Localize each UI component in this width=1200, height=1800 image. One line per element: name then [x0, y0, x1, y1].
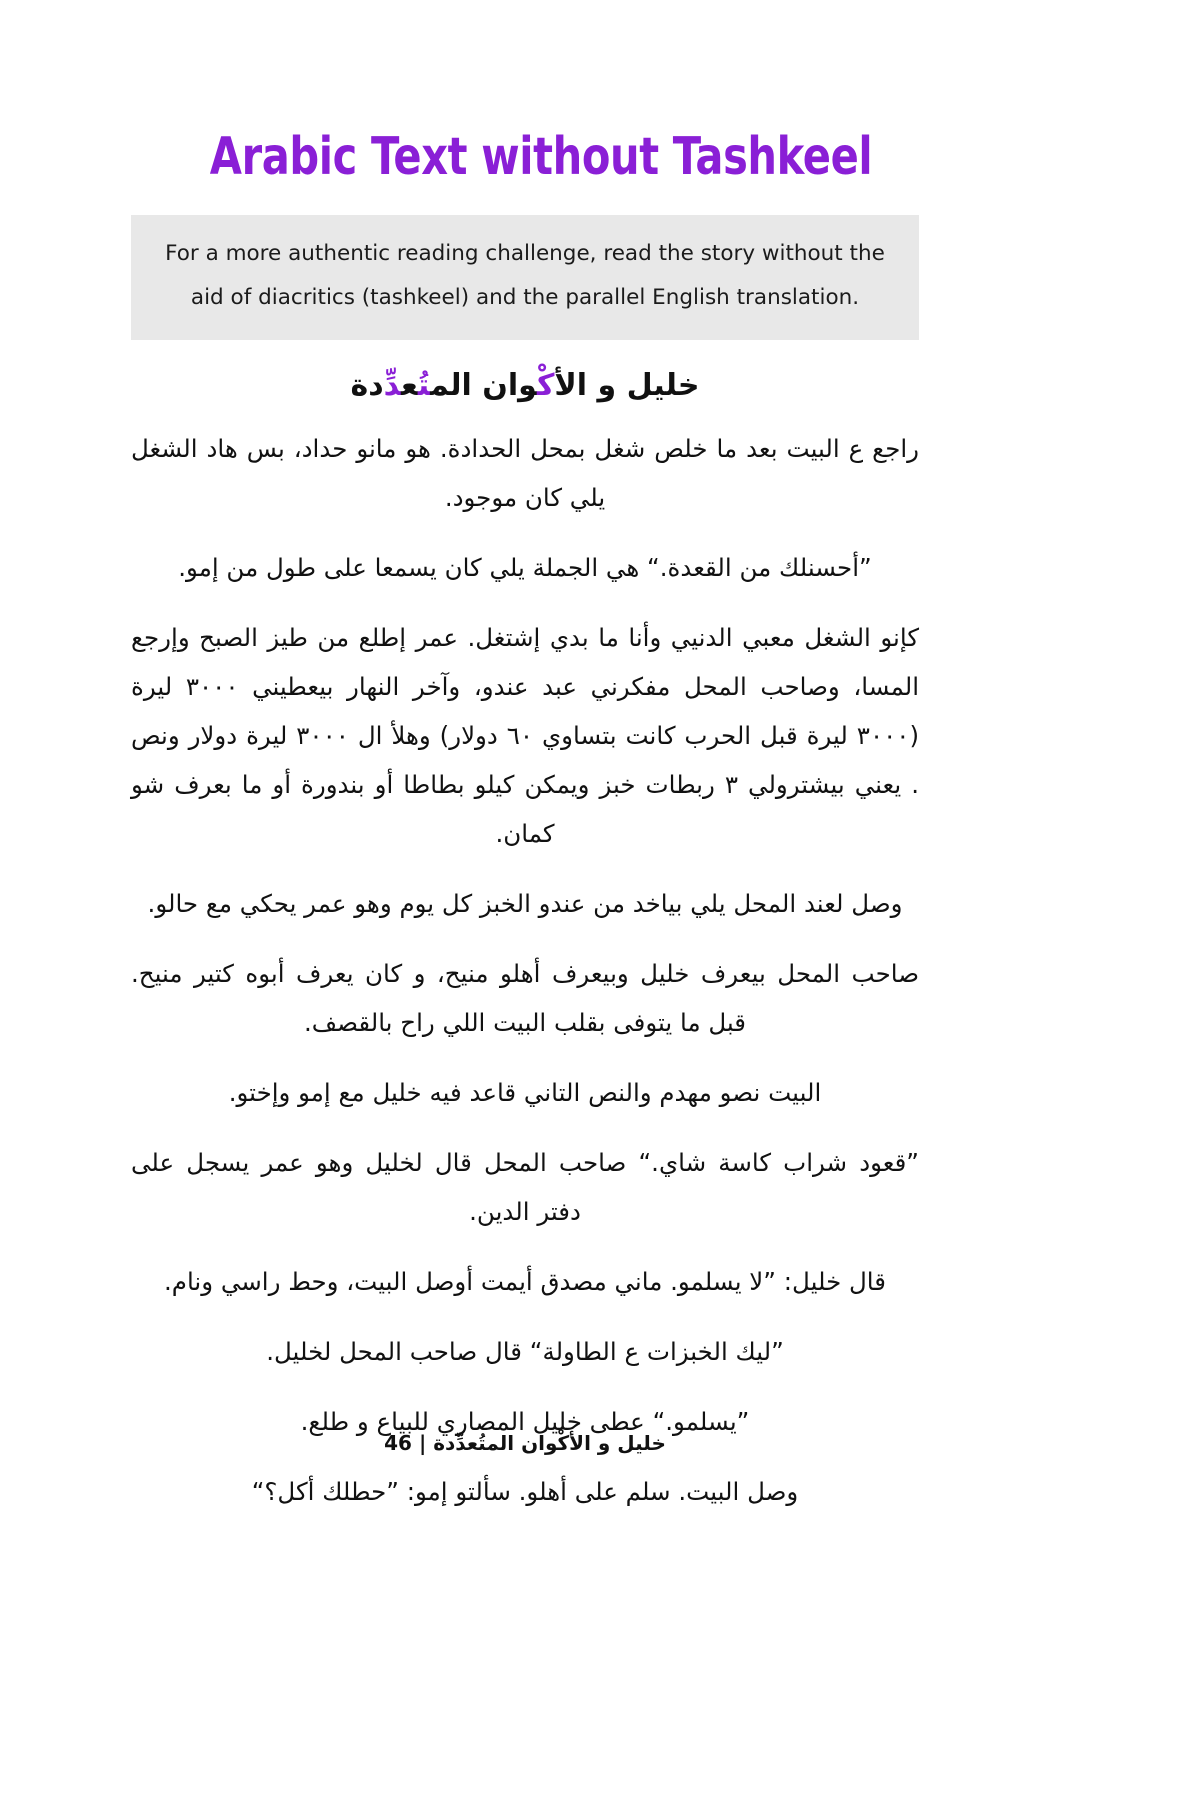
story-body	[131, 424, 919, 1516]
story-title-arabic	[131, 362, 919, 410]
page-footer	[131, 1428, 919, 1458]
story-paragraph: قال خليل: ”لا يسلمو. ماني مصدق أيمت أوصل البيت، وحط راسي ونام.	[164, 1267, 886, 1296]
story-paragraph: البيت نصو مهدم والنص التاني قاعد فيه خليل مع إمو وإختو.	[228, 1078, 822, 1107]
arabic-segment: دة	[350, 368, 384, 403]
tashkeel-segment: تُ	[478, 1431, 487, 1455]
story-paragraph: ”قعود شراب كاسة شاي.“ صاحب المحل قال لخليل وهو عمر يسجل على دفتر الدين.	[131, 1148, 919, 1226]
arabic-segment: خليل و الأ	[554, 368, 700, 403]
arabic-segment: خليل و الأ	[569, 1431, 666, 1455]
story-paragraph: وصل لعند المحل يلي بياخد من عندو الخبز كل يوم وهو عمر يحكي مع حالو.	[147, 889, 903, 918]
story-paragraph: كإنو الشغل معبي الدنيي وأنا ما بدي إشتغل. عمر إطلع من طيز الصبح وإرجع المسا، وصاحب المحل مفكرني عبد عندو، وآخر النهار بيعطيني ٣٠٠٠ ليرة (٣٠٠٠ ليرة قبل الحرب كانت بتساوي ٦٠ دولار) وهلأ ال ٣٠٠٠ ليرة دولار ونص . يعني بيشترولي ٣ ربطات خبز ويمكن كيلو بطاطا أو بندورة أو ما بعرف شو كمان.	[131, 623, 920, 848]
arabic-segment: وان الم	[486, 1431, 558, 1455]
intro-instructions-text: For a more authentic reading challenge, read the story without the aid of diacritics (tashkeel) and the parallel English translation.	[165, 241, 885, 310]
arabic-segment: دة	[433, 1431, 456, 1455]
footer-page-number: 46	[384, 1431, 412, 1455]
story-paragraph: صاحب المحل بيعرف خليل وبيعرف أهلو منيح، و كان يعرف أبوه كتير منيح. قبل ما يتوفى بقلب البيت اللي راح بالقصف.	[131, 959, 919, 1037]
tashkeel-segment: تُ	[417, 368, 431, 403]
arabic-segment: ع	[400, 368, 418, 403]
tashkeel-segment: دِّ	[455, 1431, 467, 1455]
story-paragraph: وصل البيت. سلم على أهلو. سألتو إمو: ”حطلك أكل؟“	[251, 1477, 799, 1506]
page-content	[131, 0, 919, 1537]
story-paragraph: راجع ع البيت بعد ما خلص شغل بمحل الحدادة. هو مانو حداد، بس هاد الشغل يلي كان موجود.	[131, 434, 919, 512]
arabic-segment: وان الم	[430, 368, 537, 403]
tashkeel-segment: كْ	[557, 1431, 570, 1455]
intro-callout-box	[131, 215, 919, 340]
tashkeel-segment: دِّ	[383, 368, 401, 403]
page-title: Arabic Text without Tashkeel	[209, 127, 873, 187]
arabic-segment: ع	[466, 1431, 479, 1455]
story-paragraph: ”ليك الخبزات ع الطاولة“ قال صاحب المحل لخليل.	[266, 1337, 784, 1366]
footer-separator: |	[418, 1431, 427, 1455]
story-paragraph: ”أحسنلك من القعدة.“ هي الجملة يلي كان يسمعا على طول من إمو.	[178, 553, 872, 582]
story-paragraph: ”يسلمو.“ عطى خليل المصاري للبياع و طلع.	[300, 1407, 750, 1436]
footer-story-title	[433, 1431, 666, 1455]
tashkeel-segment: كْ	[536, 368, 555, 403]
